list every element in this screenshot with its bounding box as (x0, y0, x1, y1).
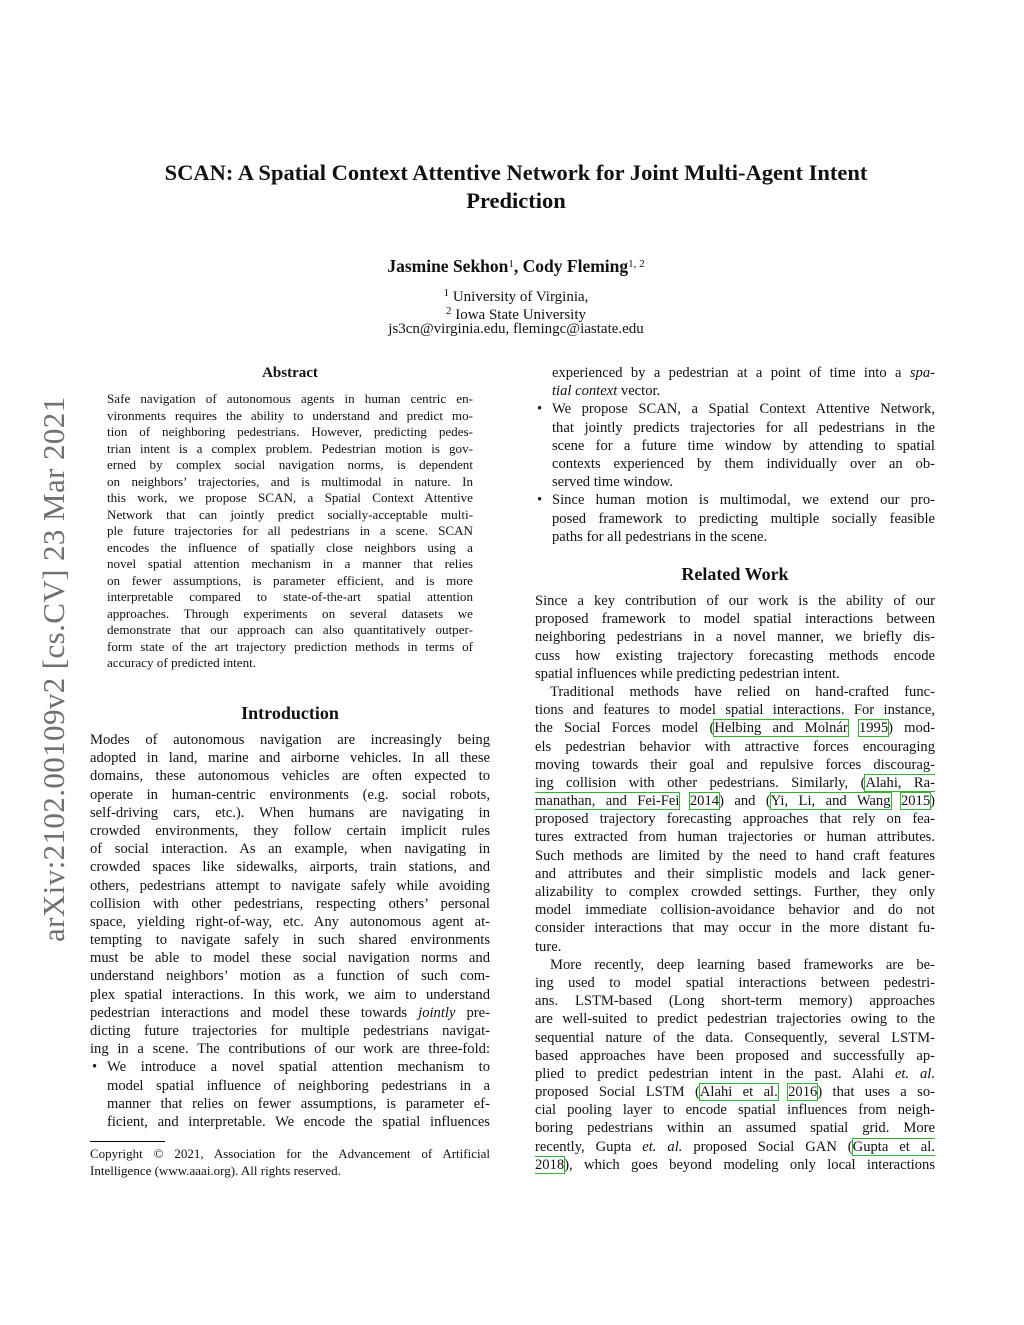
contributions-continued (535, 364, 935, 546)
intro-line: Modes of autonomous navigation are increasingly being (90, 732, 490, 748)
author-emails: js3cn@virginia.edu, flemingc@iastate.edu (388, 321, 644, 337)
abstract-line: trian intent is a complex problem. Pedestrian motion is gov- (107, 440, 473, 456)
citation-link[interactable]: Yi, Li, and Wang (770, 793, 891, 810)
abstract-line: this work, we propose SCAN, a Spatial Context Attentive (107, 490, 473, 505)
bullet-line: model spatial influence of neighboring pedestrians in a (107, 1077, 490, 1094)
paper-title (100, 159, 932, 215)
intro-line: ing in a scene. The contributions of our work are three-fold: (90, 1041, 490, 1058)
intro-line: crowded spaces like sidewalks, airports, train stations, and (90, 859, 490, 876)
emphasis-jointly: jointly (418, 1004, 456, 1021)
intro-line: tempting to navigate safely in such shared environments (90, 932, 490, 949)
abstract-line: on fewer assumptions, is parameter efficient, and is more (107, 572, 473, 588)
affiliation-2: $^2$ Iowa State University (445, 305, 587, 323)
rw-line: are well-suited to predict pedestrian trajectories owing to the (535, 1011, 935, 1028)
bullet-line: We propose SCAN, a Spatial Context Attentive Network, (552, 401, 935, 418)
citation-link[interactable]: manathan, and Fei-Fei (535, 793, 680, 810)
rw-line: moving towards their goal and repulsive forces discourag- (535, 756, 935, 773)
contribution-bullet-2 (535, 400, 935, 491)
intro-line: understand neighbors’ motion as a function of such com- (90, 968, 490, 985)
rw-line: spatial influences while predicting pedestrian intent. (535, 665, 840, 682)
abstract-line: interpretable compared to state-of-the-art spatial attention (107, 589, 473, 604)
bullet-line: scene for a future time window by attending to spatial (552, 437, 935, 454)
bullet-line: tial context vector. (552, 383, 661, 400)
bullet-line: contexts experienced by them individually over an ob- (552, 455, 935, 472)
footnote-line: Intelligence (www.aaai.org). All rights reserved. (90, 1163, 341, 1178)
rw-line: model immediate collision-avoidance behavior and do not (535, 902, 935, 919)
intro-line: plex spatial interactions. In this work, we aim to understand (90, 986, 490, 1003)
rw-line: ing used to model spatial interactions between pedestri- (535, 974, 935, 991)
rw-line: tions and features to model spatial interactions. For instance, (535, 702, 935, 719)
author-superscript: 1 (508, 258, 514, 270)
rw-line: els pedestrian behavior with attractive forces encouraging (535, 738, 935, 755)
rw-line: the Social Forces model (Helbing and Molnár 1995) mod- (535, 720, 935, 737)
bullet-line: posed framework to predicting multiple socially feasible (552, 510, 935, 527)
bullet-line: that jointly predicts trajectories for all pedestrians in the (552, 419, 935, 436)
arxiv-identifier: arXiv:2102.00109v2 [cs.CV] 23 Mar 2021 (36, 396, 71, 942)
bullet-line: experienced by a pedestrian at a point of time into a spa- (552, 365, 935, 381)
intro-line: self-driving cars, etc.). When humans are navigating in (90, 804, 490, 821)
rw-line: plied to predict pedestrian intent in the past. Alahi et. al. (535, 1065, 935, 1082)
rw-line: proposed trajectory forecasting approaches that rely on fea- (535, 811, 935, 828)
citation-link[interactable]: 2014 (689, 793, 720, 810)
rw-line: and attributes and their simplistic models and lack gener- (535, 865, 935, 882)
abstract-line: Safe navigation of autonomous agents in human centric en- (107, 391, 473, 406)
citation-link[interactable]: Helbing and Molnár (714, 720, 848, 737)
author-name: Jasmine Sekhon (387, 256, 509, 276)
intro-line: collision with other pedestrians, respecting others’ personal (90, 895, 490, 912)
intro-line: of social interaction. As an example, when navigating in (90, 841, 490, 858)
abstract-line: tion of neighboring pedestrians. However, predicting pedes- (107, 424, 473, 439)
rw-line: ans. LSTM-based (Long short-term memory) approaches (535, 993, 935, 1010)
abstract-line: demonstrate that our approach can also quantitatively outper- (107, 622, 473, 637)
author-separator: , (513, 256, 523, 276)
bullet-line: served time window. (552, 474, 674, 491)
bullet-icon: • (92, 1059, 98, 1076)
contribution-bullet-1 (90, 1058, 490, 1131)
introduction-body (90, 731, 490, 1131)
contribution-bullet-1-cont (535, 364, 935, 400)
contribution-bullet-3 (535, 491, 935, 546)
rw-line: Since a key contribution of our work is the ability of our (535, 593, 935, 609)
rw-line: recently, Gupta et. al. proposed Social GAN (Gupta et al. (535, 1138, 935, 1155)
rw-line: consider interactions that may occur in the more distant fu- (535, 920, 935, 937)
abstract-line: Network that can jointly predict socially-acceptable multi- (107, 506, 473, 522)
rw-line: alizability to complex crowded settings. Further, they only (535, 884, 935, 900)
intro-line: others, pedestrians attempt to navigate safely while avoiding (90, 877, 490, 894)
rw-line: manathan, and Fei-Fei 2014) and (Yi, Li, and Wang 2015) (535, 793, 935, 810)
rw-line: Traditional methods have relied on hand-crafted func- (550, 683, 935, 700)
rw-line: 2018), which goes beyond modeling only local interactions (535, 1156, 935, 1173)
rw-line: Such methods are limited by the need to hand craft features (535, 847, 935, 864)
rw-line: More recently, deep learning based frameworks are be- (550, 956, 935, 973)
abstract-line: accuracy of predicted intent. (107, 655, 257, 670)
copyright-footnote (90, 1145, 490, 1179)
introduction-heading: Introduction (241, 703, 339, 723)
abstract-line: vironments requires the ability to understand and predict mo- (107, 407, 473, 423)
citation-link[interactable]: 2015 (900, 793, 931, 810)
citation-link[interactable]: Gupta et al. (852, 1138, 935, 1155)
bullet-line: We introduce a novel spatial attention mechanism to (107, 1059, 490, 1076)
intro-line: pedestrian interactions and model these towards jointly pre- (90, 1004, 490, 1021)
related-work-body (535, 592, 935, 1174)
bullet-line: Since human motion is multimodal, we extend our pro- (552, 492, 935, 509)
rw-line: cuss how existing trajectory forecasting methods encode (535, 647, 935, 664)
abstract-line: approaches. Through experiments on several datasets we (107, 605, 473, 621)
rw-line: proposed Social LSTM (Alahi et al. 2016) that uses a so- (535, 1084, 935, 1101)
abstract-line: ple future trajectories for all pedestrians in a scene. SCAN (107, 523, 473, 538)
rw-line: ing collision with other pedestrians. Similarly, (Alahi, Ra- (535, 774, 935, 791)
rw-line: boring pedestrians within an assumed spatial grid. More (535, 1120, 935, 1137)
intro-line: adopted in land, marine and airborne vehicles. In all these (90, 750, 490, 767)
abstract-line: on neighbors’ trajectories, and is multimodal in nature. In (107, 473, 473, 489)
intro-line: domains, these autonomous vehicles are often expected to (90, 768, 490, 785)
intro-line: operate in human-centric environments (e.g. social robots, (90, 786, 490, 803)
bullet-line: ficient, and interpretable. We encode the spatial influences (107, 1113, 490, 1130)
citation-link[interactable]: Alahi, Ra- (865, 774, 935, 791)
footnote-line: Copyright © 2021, Association for the Advancement of Artificial (90, 1146, 490, 1161)
title-line-1: SCAN: A Spatial Context Attentive Network for Joint Multi-Agent Intent (164, 160, 868, 185)
abstract-line: encodes the influence of spatially close neighbors using a (107, 539, 473, 555)
abstract-line: erned by complex social navigation norms, is dependent (107, 457, 473, 472)
rw-line: based approaches have been proposed and successfully ap- (535, 1047, 935, 1064)
rw-line: cial pooling layer to encode spatial influences from neigh- (535, 1102, 935, 1119)
abstract-body (107, 391, 473, 672)
bullet-line: manner that relies on fewer assumptions, is parameter ef- (107, 1095, 490, 1112)
bullet-icon: • (537, 492, 543, 509)
abstract-heading: Abstract (262, 365, 318, 381)
rw-line: proposed framework to model spatial interactions between (535, 611, 935, 628)
bullet-line: paths for all pedestrians in the scene. (552, 528, 768, 545)
intro-line: dicting future trajectories for multiple pedestrians navigat- (90, 1023, 490, 1039)
intro-line: space, yielding right-of-way, etc. Any autonomous agent at- (90, 913, 490, 930)
citation-link[interactable]: 2018 (535, 1156, 565, 1173)
title-line-2: Prediction (466, 188, 566, 213)
abstract-line: form state of the art trajectory prediction methods in terms of (107, 638, 473, 654)
author-superscript: 1, 2 (628, 258, 645, 270)
rw-line: tures extracted from human trajectories or human attributes. (535, 829, 935, 846)
citation-link[interactable]: 1995 (858, 720, 889, 737)
rw-line: neighboring pedestrians in a novel manner, we briefly dis- (535, 629, 935, 646)
author-name: Cody Fleming (522, 256, 629, 276)
intro-line: crowded environments, they follow certain implicit rules (90, 822, 490, 839)
citation-link[interactable]: 2016 (788, 1084, 818, 1101)
bullet-icon: • (537, 401, 543, 418)
footnote-rule (90, 1141, 165, 1142)
rw-line: sequential nature of the data. Consequently, several LSTM- (535, 1029, 935, 1046)
rw-line: ture. (535, 938, 562, 955)
author-list (100, 256, 932, 277)
affiliation-1: $^1$ University of Virginia, (443, 287, 589, 305)
abstract-line: novel spatial attention mechanism in a manner that relies (107, 556, 473, 571)
citation-link[interactable]: Alahi et al. (699, 1084, 778, 1101)
related-work-heading: Related Work (681, 564, 789, 584)
intro-line: must be able to model these social navigation norms and (90, 950, 490, 967)
